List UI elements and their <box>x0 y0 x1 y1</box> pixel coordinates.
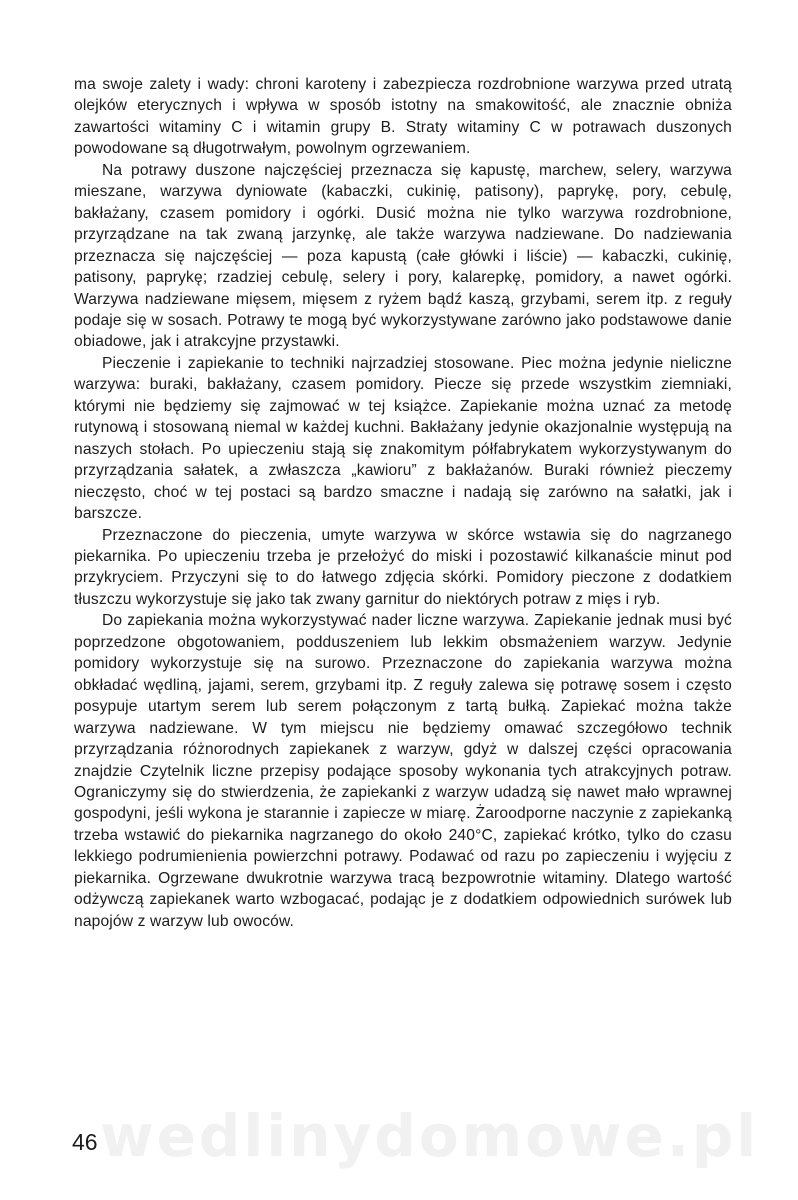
paragraph-4: Przeznaczone do pieczenia, umyte warzywa w skórce wstawia się do nagrzanego piekarnika. Po upieczeniu trzeba je przełożyć do miski i pozostawić kilkanaście minut pod przykryciem. Przyczyni się to do łatwego zdjęcia skórki. Pomidory pieczone z dodatkiem tłuszczu wykorzystuje się jako tak zwany garnitur do niektórych potraw z mięs i ryb. <box>74 526 732 608</box>
paragraph-1: ma swoje zalety i wady: chroni karoteny i zabezpiecza rozdrobnione warzywa przed utratą olejków eterycznych i wpływa w sposób istotny na smakowitość, ale znacznie obniża zawartości witaminy C i witamin grupy B. Straty witaminy C w potrawach duszonych powodowane są długotrwałym, powolnym ogrzewaniem. <box>74 76 732 158</box>
watermark: wedlinydomowe.pl <box>100 1102 760 1170</box>
page-body <box>74 74 732 932</box>
page-number: 46 <box>72 1129 98 1155</box>
paragraph-5: Do zapiekania można wykorzystywać nader liczne warzywa. Zapiekanie jednak musi być poprzedzone obgotowaniem, podduszeniem lub lekkim obsmażeniem warzyw. Jedynie pomidory wykorzystuje się na surowo. Przeznaczone do zapiekania warzywa można obkładać wędliną, jajami, serem, grzybami itp. Z reguły zalewa się potrawę sosem i często posypuje utartym serem lub serem połączonym z tartą bułką. Zapiekać można także warzywa nadziewane. W tym miejscu nie będziemy omawać szczegółowo technik przyrządzania różnorodnych zapiekanek z warzyw, gdyż w dalszej części opracowania znajdzie Czytelnik liczne przepisy podające sposoby wykonania tych atrakcyjnych potraw. Ograniczymy się do stwierdzenia, że zapiekanki z warzyw udadzą się nawet mało wprawnej gospodyni, jeśli wykona je starannie i zapiecze w miarę. Żaroodporne naczynie z zapiekanką trzeba wstawić do piekarnika nagrzanego do około 240°C, zapiekać krótko, tylko do czasu lekkiego podrumienienia powierzchni potrawy. Podawać od razu po zapieczeniu i wyjęciu z piekarnika. Ogrzewane dwukrotnie warzywa tracą bezpowrotnie witaminy. Dlatego wartość odżywczą zapiekanek warto wzbogacać, podając je z dodatkiem odpowiednich surówek lub napojów z warzyw lub owoców. <box>74 612 732 930</box>
paragraph-3: Pieczenie i zapiekanie to techniki najrzadziej stosowane. Piec można jedynie nieliczne warzywa: buraki, bakłażany, czasem pomidory. Piecze się przede wszystkim ziemniaki, którymi nie będziemy się zajmować w tej książce. Zapiekanie można uznać za metodę rutynową i stosowaną niemal w każdej kuchni. Bakłażany jedynie okazjonalnie występują na naszych stołach. Po upieczeniu stają się znakomitym półfabrykatem wykorzystywanym do przyrządzania sałatek, a zwłaszcza „kawioru” z bakłażanów. Buraki również pieczemy nieczęsto, choć w tej postaci są bardzo smaczne i nadają się zarówno na sałatki, jak i barszcze. <box>74 354 732 523</box>
paragraph-2: Na potrawy duszone najczęściej przeznacza się kapustę, marchew, selery, warzywa mieszane, warzywa dyniowate (kabaczki, cukinię, patisony), paprykę, pory, cebulę, bakłażany, czasem pomidory i ogórki. Dusić można nie tylko warzywa rozdrobnione, przyrządzane na tak zwaną jarzynkę, ale także warzywa nadziewane. Do nadziewania przeznacza się najczęściej — poza kapustą (całe główki i liście) — kabaczki, cukinię, patisony, paprykę; rzadziej cebulę, selery i pory, kalarepkę, pomidory, a nawet ogórki. Warzywa nadziewane mięsem, mięsem z ryżem bądź kaszą, grzybami, serem itp. z reguły podaje się w sosach. Potrawy te mogą być wykorzystywane zarówno jako podstawowe danie obiadowe, jak i atrakcyjne przystawki. <box>74 161 732 351</box>
